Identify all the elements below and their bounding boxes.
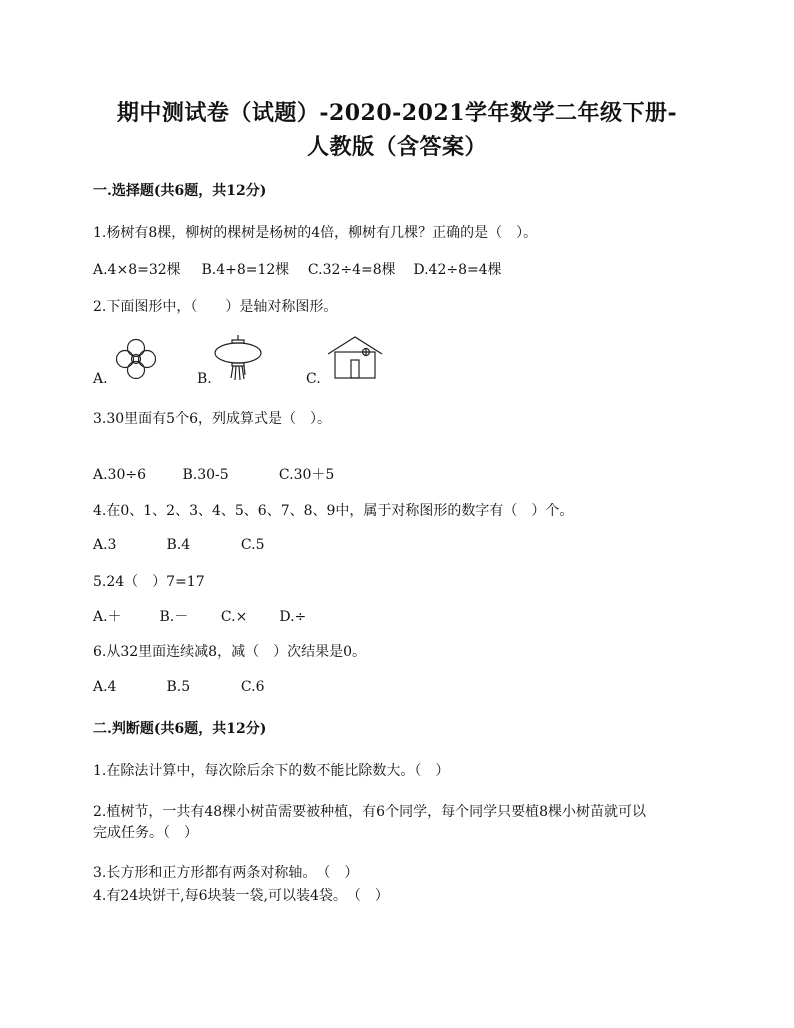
figure-a-label: A.	[93, 371, 108, 387]
judgment-2-line1: 2.植树节，一共有48棵小树苗需要被种植，有6个同学，每个同学只要植8棵小树苗就可以	[93, 804, 646, 820]
section-heading-judgment: 二.判断题(共6题，共12分)	[93, 721, 267, 737]
option-c[interactable]: C.5	[240, 537, 265, 553]
option-b[interactable]: B.5	[166, 679, 191, 695]
house-icon[interactable]	[326, 334, 384, 380]
option-b[interactable]: B.30-5	[182, 467, 229, 483]
option-a[interactable]: A.30÷6	[93, 467, 147, 483]
question-3-stem: 3.30里面有5个6，列成算式是（ ）。	[93, 411, 331, 427]
option-b[interactable]: B.－	[159, 609, 189, 625]
section-heading-choice: 一.选择题(共6题，共12分)	[93, 183, 267, 199]
option-c[interactable]: C.×	[220, 609, 248, 625]
question-5-stem: 5.24（ ）7=17	[93, 574, 205, 590]
question-1-stem: 1.杨树有8棵，柳树的棵树是杨树的4倍，柳树有几棵？正确的是（ ）。	[93, 225, 538, 241]
option-b[interactable]: B.4	[166, 537, 191, 553]
figure-c-label: C.	[306, 371, 321, 387]
question-2-stem: 2.下面图形中，（ ）是轴对称图形。	[93, 299, 338, 315]
question-6-stem: 6.从32里面连续减8，减（ ）次结果是0。	[93, 644, 366, 660]
flower-icon[interactable]	[110, 338, 162, 380]
lantern-icon[interactable]	[213, 334, 263, 384]
option-d[interactable]: D.÷	[279, 609, 307, 625]
page-title-line2: 人教版（含答案）	[306, 134, 487, 160]
option-a[interactable]: A.4	[93, 679, 117, 695]
option-d[interactable]: D.42÷8=4棵	[413, 262, 502, 278]
question-4-stem: 4.在0、1、2、3、4、5、6、7、8、9中，属于对称图形的数字有（ ）个。	[93, 503, 574, 519]
judgment-4: 4.有24块饼干,每6块装一袋,可以装4袋。 （ ）	[93, 888, 389, 904]
option-a[interactable]: A.3	[93, 537, 117, 553]
option-b[interactable]: B.4+8=12棵	[201, 262, 290, 278]
question-4-options	[93, 537, 264, 553]
option-c[interactable]: C.6	[240, 679, 265, 695]
question-1-options	[93, 259, 502, 279]
question-3-options	[93, 464, 334, 484]
judgment-3: 3.长方形和正方形都有两条对称轴。 （ ）	[93, 865, 359, 881]
option-c[interactable]: C.30＋5	[278, 467, 335, 483]
option-a[interactable]: A.4×8=32棵	[93, 262, 181, 278]
judgment-2-line2: 完成任务。（ ）	[93, 825, 198, 841]
figure-b-label: B.	[197, 371, 212, 387]
option-a[interactable]: A.＋	[93, 609, 122, 625]
judgment-1: 1.在除法计算中，每次除后余下的数不能比除数大。（ ）	[93, 763, 450, 779]
question-5-options	[93, 606, 306, 626]
question-6-options	[93, 679, 264, 695]
option-c[interactable]: C.32÷4=8棵	[307, 262, 396, 278]
page-title-line1: 期中测试卷（试题）-2020-2021学年数学二年级下册-	[116, 100, 678, 126]
